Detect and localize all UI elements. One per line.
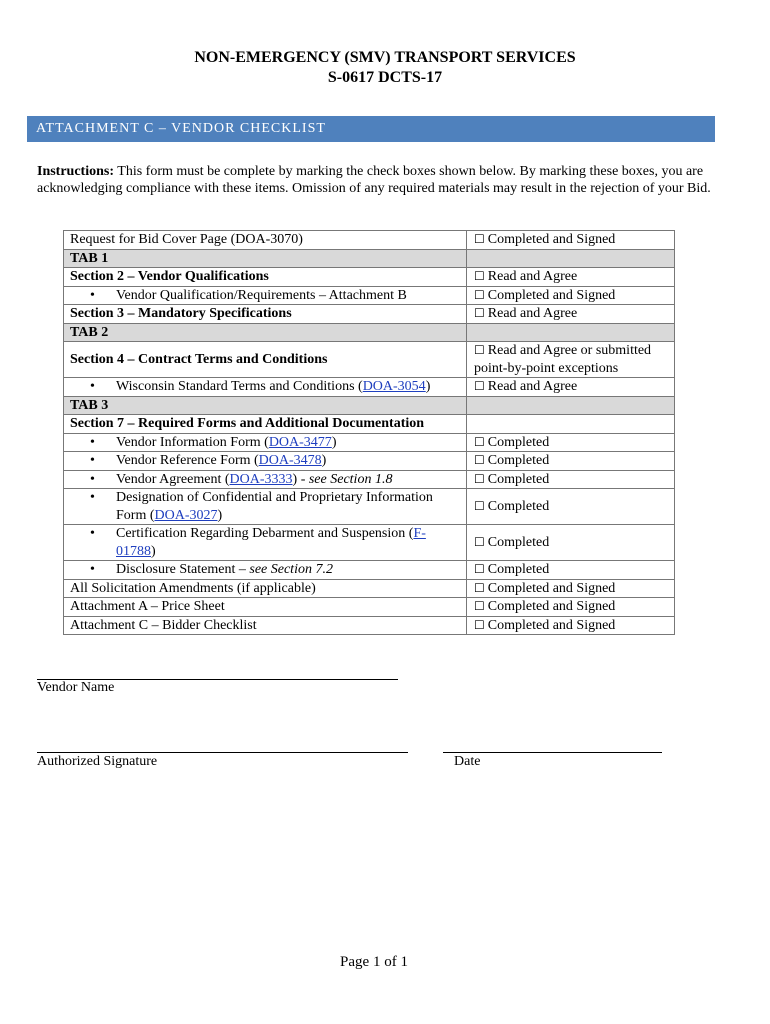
tab-heading: TAB 3 — [64, 396, 467, 415]
checkbox-icon[interactable]: ☐ — [474, 580, 485, 595]
checkbox-icon[interactable]: ☐ — [474, 269, 485, 283]
table-row — [64, 231, 675, 250]
table-row — [64, 579, 675, 598]
bullet-text-end: ) — [151, 543, 156, 559]
table-row — [64, 249, 675, 268]
table-row — [64, 268, 675, 287]
instructions-label: Instructions: — [37, 164, 115, 179]
bullet-icon: • — [90, 434, 95, 450]
checkbox-label: Read and Agree or submitted point-by-point exceptions — [474, 343, 652, 376]
table-row — [64, 323, 675, 342]
checkbox-label: Completed — [487, 453, 550, 468]
checkbox-label: Completed — [487, 434, 550, 450]
checkbox-label: Completed and Signed — [487, 580, 616, 596]
row-label — [64, 452, 467, 471]
authorized-signature-line[interactable] — [37, 752, 408, 753]
checkbox-label: Completed — [487, 471, 550, 487]
checkbox-cell[interactable] — [467, 470, 675, 489]
bullet-icon: • — [90, 379, 95, 394]
row-label: Attachment C – Bidder Checklist — [64, 616, 467, 635]
bullet-text: Designation of Confidential and Proprietary Information Form ( — [116, 490, 433, 523]
row-label — [64, 489, 467, 525]
checkbox-label: Read and Agree — [487, 269, 578, 284]
checkbox-icon[interactable]: ☐ — [474, 453, 485, 467]
table-row — [64, 470, 675, 489]
checkbox-cell[interactable] — [467, 579, 675, 598]
bullet-text-end: ) — [425, 379, 431, 394]
table-row — [64, 489, 675, 525]
checkbox-icon[interactable]: ☐ — [474, 287, 485, 302]
bullet-text-mid: ) - — [292, 471, 309, 487]
checkbox-cell[interactable] — [467, 268, 675, 287]
bullet-text: Vendor Reference Form ( — [116, 453, 259, 468]
page-number: Page 1 of 1 — [340, 954, 408, 970]
checkbox-label: Completed and Signed — [487, 287, 616, 303]
checkbox-label: Completed and Signed — [487, 599, 616, 614]
section-heading: Section 7 – Required Forms and Additional Documentation — [64, 415, 467, 434]
checkbox-icon[interactable]: ☐ — [474, 562, 485, 576]
bullet-icon: • — [90, 471, 95, 487]
checkbox-label: Completed and Signed — [487, 617, 616, 633]
table-row — [64, 342, 675, 378]
bullet-text-end: ) — [321, 453, 327, 468]
checkbox-label: Read and Agree — [487, 306, 578, 321]
section-heading: Section 3 – Mandatory Specifications — [64, 305, 467, 324]
doa-3027-link[interactable]: DOA-3027 — [154, 507, 218, 523]
checkbox-icon[interactable]: ☐ — [474, 306, 485, 320]
bullet-icon: • — [90, 562, 95, 577]
bullet-text: Vendor Agreement ( — [116, 471, 230, 487]
table-row — [64, 305, 675, 324]
checkbox-label: Completed and Signed — [487, 232, 616, 247]
row-label: Request for Bid Cover Page (DOA-3070) — [64, 231, 467, 250]
section-heading: Section 4 – Contract Terms and Conditions — [64, 342, 467, 378]
checkbox-cell[interactable] — [467, 452, 675, 471]
checkbox-cell[interactable] — [467, 231, 675, 250]
section-reference: see Section 1.8 — [308, 471, 393, 487]
checkbox-label: Completed — [487, 562, 550, 577]
table-row — [64, 616, 675, 635]
table-row — [64, 598, 675, 617]
tab-heading: TAB 1 — [64, 249, 467, 268]
vendor-checklist-table — [63, 230, 675, 635]
section-heading: Section 2 – Vendor Qualifications — [64, 268, 467, 287]
table-row — [64, 433, 675, 452]
bullet-text-end: ) — [217, 507, 223, 523]
doa-3054-link[interactable]: DOA-3054 — [362, 379, 426, 394]
empty-cell — [467, 396, 675, 415]
table-row — [64, 452, 675, 471]
table-row — [64, 286, 675, 305]
table-row — [64, 561, 675, 580]
doa-3478-link[interactable]: DOA-3478 — [258, 453, 322, 468]
bullet-icon: • — [90, 453, 95, 468]
checkbox-icon[interactable]: ☐ — [474, 617, 485, 632]
checkbox-icon[interactable]: ☐ — [474, 379, 485, 393]
bullet-icon: • — [90, 490, 95, 505]
table-row — [64, 415, 675, 434]
table-row — [64, 396, 675, 415]
bullet-text: Wisconsin Standard Terms and Conditions ( — [116, 379, 363, 394]
instructions — [37, 163, 717, 197]
checkbox-icon[interactable]: ☐ — [474, 343, 485, 357]
empty-cell — [467, 415, 675, 434]
bullet-icon: • — [90, 287, 95, 303]
row-label — [64, 286, 467, 305]
checkbox-cell[interactable] — [467, 342, 675, 378]
bullet-text: Disclosure Statement – — [116, 562, 250, 577]
section-reference: see Section 7.2 — [249, 562, 333, 577]
checkbox-icon[interactable]: ☐ — [474, 599, 485, 613]
bullet-icon: • — [90, 526, 95, 541]
date-line[interactable] — [443, 752, 662, 753]
empty-cell — [467, 249, 675, 268]
vendor-name-label: Vendor Name — [37, 680, 115, 695]
row-label — [64, 433, 467, 452]
checkbox-cell[interactable] — [467, 525, 675, 561]
checkbox-label: Completed — [487, 534, 550, 550]
checkbox-icon[interactable]: ☐ — [474, 534, 485, 549]
row-label: Attachment A – Price Sheet — [64, 598, 467, 617]
row-label — [64, 470, 467, 489]
checkbox-icon[interactable]: ☐ — [474, 498, 485, 513]
date-label: Date — [454, 754, 481, 769]
instructions-text: This form must be complete by marking the check boxes shown below. By marking these boxes, you are acknowledging compliance with these items. Omission of any required materials may result in the rejection of your Bid. — [37, 164, 711, 196]
checkbox-cell[interactable] — [467, 286, 675, 305]
checkbox-cell[interactable] — [467, 433, 675, 452]
checkbox-cell[interactable] — [467, 489, 675, 525]
empty-cell — [467, 323, 675, 342]
authorized-signature-label: Authorized Signature — [37, 754, 158, 769]
table-row — [64, 525, 675, 561]
row-label: All Solicitation Amendments (if applicable) — [64, 579, 467, 598]
checkbox-cell[interactable] — [467, 616, 675, 635]
checkbox-icon[interactable]: ☐ — [474, 232, 485, 246]
checkbox-label: Read and Agree — [487, 379, 578, 394]
checkbox-icon[interactable]: ☐ — [474, 471, 485, 486]
document-title — [0, 48, 770, 88]
checkbox-cell[interactable] — [467, 598, 675, 617]
doa-3333-link[interactable]: DOA-3333 — [229, 471, 293, 487]
section-banner: ATTACHMENT C – VENDOR CHECKLIST — [27, 116, 715, 142]
f-01788-link[interactable]: F-01788 — [116, 526, 426, 559]
bullet-text-end: ) — [331, 434, 337, 450]
bullet-text: Vendor Information Form ( — [116, 434, 269, 450]
doa-3477-link[interactable]: DOA-3477 — [268, 434, 332, 450]
bullet-text: Certification Regarding Debarment and Suspension ( — [116, 526, 414, 541]
row-label — [64, 561, 467, 580]
checkbox-cell[interactable] — [467, 378, 675, 397]
title-line-1: NON-EMERGENCY (SMV) TRANSPORT SERVICES — [194, 49, 576, 66]
checkbox-icon[interactable]: ☐ — [474, 434, 485, 449]
row-label — [64, 525, 467, 561]
checkbox-cell[interactable] — [467, 561, 675, 580]
table-row — [64, 378, 675, 397]
row-label — [64, 378, 467, 397]
checkbox-cell[interactable] — [467, 305, 675, 324]
checkbox-label: Completed — [487, 498, 550, 514]
tab-heading: TAB 2 — [64, 323, 467, 342]
title-line-2: S-0617 DCTS-17 — [327, 69, 443, 86]
bullet-text: Vendor Qualification/Requirements – Attachment B — [116, 287, 407, 303]
